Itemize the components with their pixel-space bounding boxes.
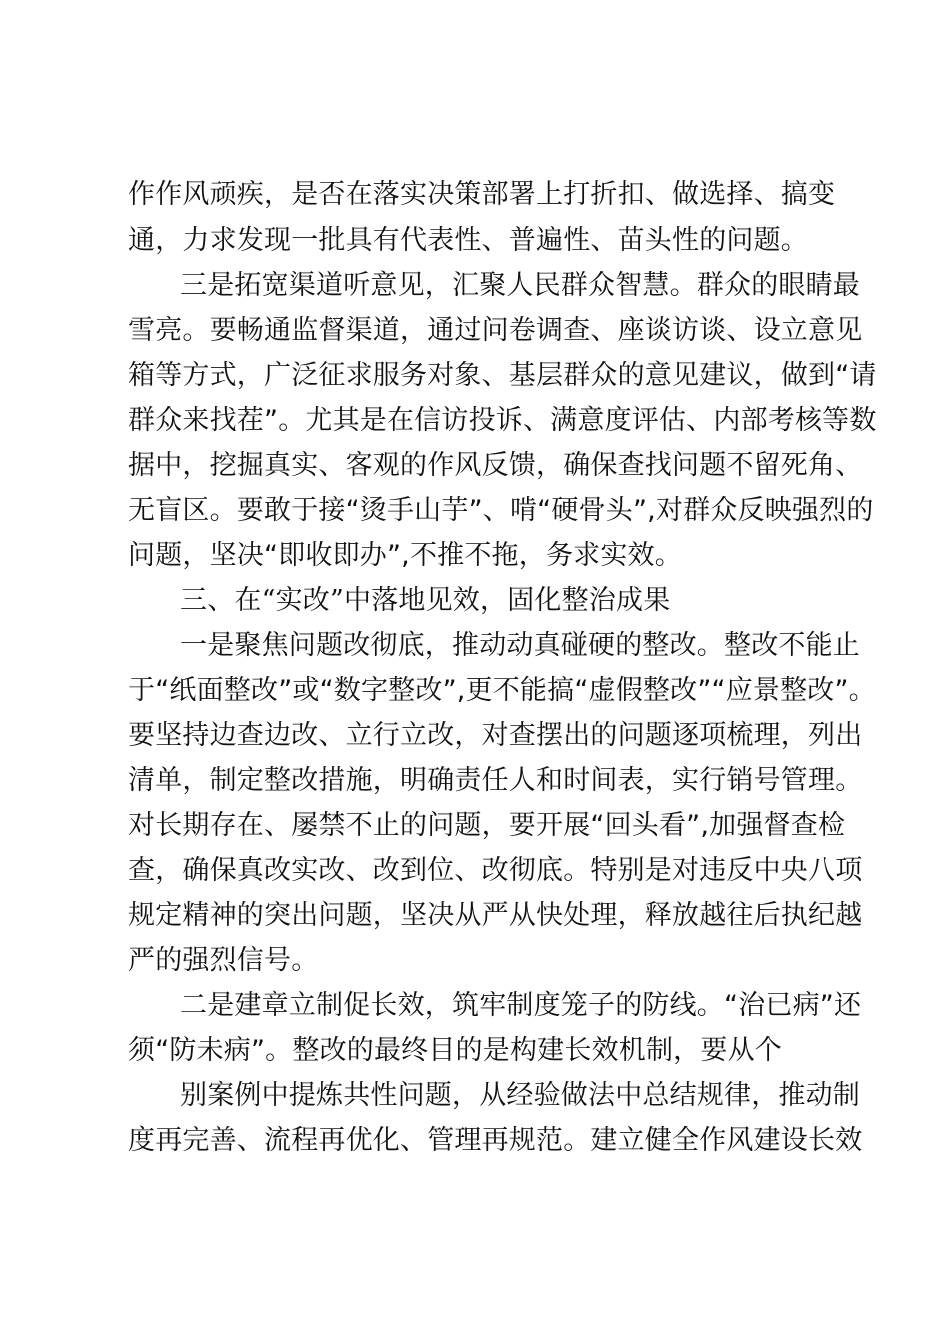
paragraph-line: 群众来找茬”。尤其是在信访投诉、满意度评估、内部考核等数 [128, 405, 877, 436]
paragraph-line: 查，确保真改实改、改到位、改彻底。特别是对违反中央八项 [128, 855, 863, 886]
paragraph-line: 箱等方式，广泛征求服务对象、基层群众的意见建议，做到“请 [128, 360, 877, 391]
paragraph-line: 一是聚焦问题改彻底，推动动真碰硬的整改。整改不能止 [180, 630, 860, 661]
section-heading: 三、在“实改”中落地见效，固化整治成果 [180, 585, 671, 616]
paragraph-line: 别案例中提炼共性问题，从经验做法中总结规律，推动制 [180, 1080, 860, 1111]
paragraph-line: 规定精神的突出问题，坚决从严从快处理，释放越往后执纪越 [128, 900, 863, 931]
paragraph-line: 二是建章立制促长效，筑牢制度笼子的防线。“治已病”还 [180, 990, 862, 1021]
paragraph-line: 对长期存在、屡禁不止的问题，要开展“回头看”,加强督查检 [128, 810, 846, 841]
paragraph-line: 须“防未病”。整改的最终目的是构建长效机制，要从个 [128, 1035, 782, 1066]
paragraph-line: 度再完善、流程再优化、管理再规范。建立健全作风建设长效 [128, 1125, 863, 1156]
paragraph-line: 问题，坚决“即收即办”,不推不拖，务求实效。 [128, 540, 682, 571]
paragraph-line: 无盲区。要敢于接“烫手山芋”、啃“硬骨头”,对群众反映强烈的 [128, 495, 874, 526]
paragraph-line: 三是拓宽渠道听意见，汇聚人民群众智慧。群众的眼睛最 [180, 270, 860, 301]
paragraph-line: 要坚持边查边改、立行立改，对查摆出的问题逐项梳理，列出 [128, 720, 863, 751]
paragraph-line: 清单，制定整改措施，明确责任人和时间表，实行销号管理。 [128, 765, 863, 796]
paragraph-line: 雪亮。要畅通监督渠道，通过问卷调查、座谈访谈、设立意见 [128, 315, 863, 346]
paragraph-line: 严的强烈信号。 [128, 945, 319, 976]
paragraph-line: 于“纸面整改”或“数字整改”,更不能搞“虚假整改”“应景整改”。 [128, 675, 876, 706]
paragraph-line: 据中，挖掘真实、客观的作风反馈，确保查找问题不留死角、 [128, 450, 863, 481]
paragraph-line: 作作风顽疾，是否在落实决策部署上打折扣、做选择、搞变 [128, 179, 836, 210]
paragraph-line: 通，力求发现一批具有代表性、普遍性、苗头性的问题。 [128, 225, 808, 256]
